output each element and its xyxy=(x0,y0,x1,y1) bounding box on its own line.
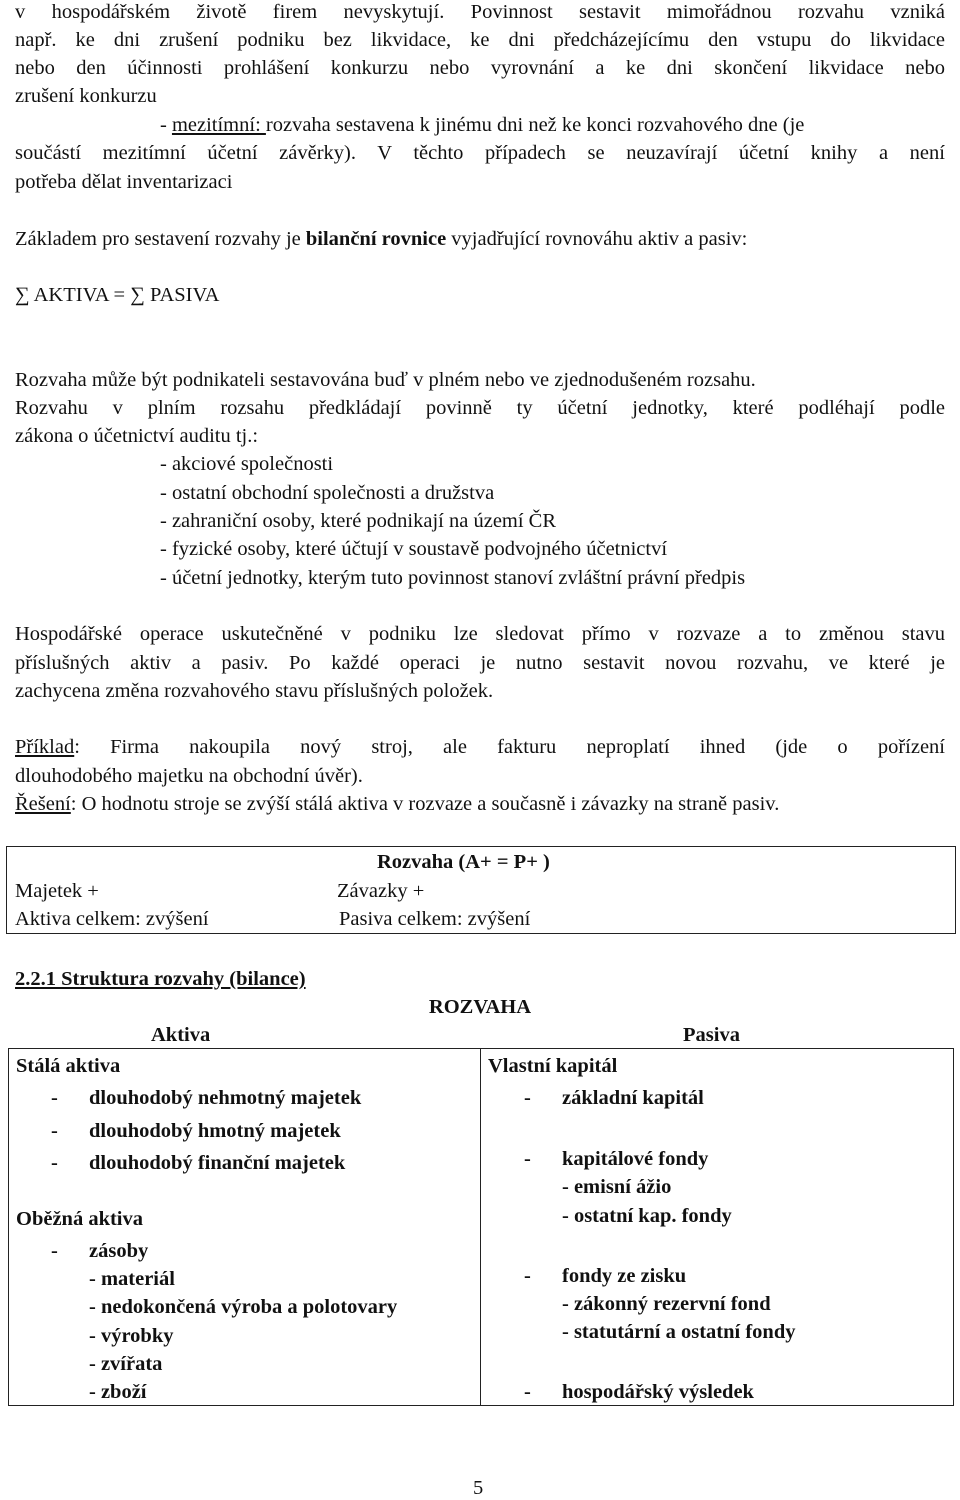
dash: - xyxy=(51,1240,58,1262)
text: hospodářský výsledek xyxy=(562,1381,754,1403)
paragraph-line: Hospodářské operace uskutečněné v podniku lze sledovat přímo v rozvaze a to změnou stavu xyxy=(15,623,945,645)
text: : O hodnotu stroje se zvýší stálá aktiva v rozvaze a současně i závazky na straně pasiv. xyxy=(70,793,780,815)
text: součástí mezitímní účetní závěrky). xyxy=(15,142,356,164)
paragraph-line: zrušení konkurzu xyxy=(15,85,157,107)
dash: - xyxy=(524,1087,531,1109)
text: základní kapitál xyxy=(562,1087,704,1109)
solution-line xyxy=(15,792,779,816)
paragraph-line: v hospodářském životě firem nevyskytují. Povinnost sestavit mimořádnou rozvahu vzniká xyxy=(15,1,945,23)
section-heading: 2.2.1 Struktura rozvahy (bilance) xyxy=(15,968,306,990)
example-table-title: Rozvaha (A+ = P+ ) xyxy=(377,851,550,873)
list-item: - účetní jednotky, kterým tuto povinnost stanoví zvláštní právní předpis xyxy=(160,567,746,589)
list-item: - výrobky xyxy=(89,1325,174,1347)
paragraph-line: Rozvahu v plním rozsahu předkládají povinně ty účetní jednotky, které podléhají podle xyxy=(15,397,945,419)
balance-title: ROZVAHA xyxy=(428,996,532,1018)
example-line xyxy=(15,735,945,759)
bilancni-rovnice: bilanční rovnice xyxy=(305,228,447,250)
list-item: - ostatní kap. fondy xyxy=(562,1205,732,1227)
dash: - xyxy=(524,1381,531,1403)
list-item: - nedokončená výroba a polotovary xyxy=(89,1296,398,1318)
page-number: 5 xyxy=(473,1477,484,1499)
balance-structure-table xyxy=(8,1048,954,1406)
paragraph-line: zachycena změna rozvahového stavu příslušných položek. xyxy=(15,680,494,702)
example-line: dlouhodobého majetku na obchodní úvěr). xyxy=(15,765,363,787)
list-item xyxy=(524,1086,704,1110)
dash: - xyxy=(524,1265,531,1287)
list-item: - akciové společnosti xyxy=(160,453,334,475)
aktiva-heading: Aktiva xyxy=(151,1024,211,1046)
example-table-cell: Aktiva celkem: zvýšení xyxy=(15,908,209,930)
solution-label: Řešení xyxy=(15,793,71,815)
paragraph-line xyxy=(15,141,945,165)
list-item: - zákonný rezervní fond xyxy=(562,1293,771,1315)
text: rozvaha sestavena k jinému dni než ke konci rozvahového dne (je xyxy=(265,114,805,136)
column-divider xyxy=(480,1049,481,1405)
dash: - xyxy=(160,114,172,136)
text: V těchto případech se neuzavírají účetní knihy a není xyxy=(355,142,945,164)
list-item: - materiál xyxy=(89,1268,175,1290)
balance-equation: ∑ AKTIVA = ∑ PASIVA xyxy=(15,284,220,306)
paragraph-line xyxy=(160,113,804,137)
list-item: - emisní ážio xyxy=(562,1176,672,1198)
text: dlouhodobý hmotný majetek xyxy=(89,1120,341,1142)
obezna-aktiva: Oběžná aktiva xyxy=(16,1208,143,1230)
dash: - xyxy=(51,1087,58,1109)
example-balance-table xyxy=(6,846,956,934)
example-label: Příklad xyxy=(15,736,75,758)
list-item xyxy=(51,1239,148,1263)
text: kapitálové fondy xyxy=(562,1148,709,1170)
list-item: - statutární a ostatní fondy xyxy=(562,1321,796,1343)
list-item: - zahraniční osoby, které podnikají na území ČR xyxy=(160,510,557,532)
basis-line xyxy=(15,227,747,251)
list-item xyxy=(524,1264,686,1288)
stala-aktiva: Stálá aktiva xyxy=(16,1055,121,1077)
text: vyjadřující rovnováhu aktiv a pasiv: xyxy=(446,228,748,250)
list-item: - fyzické osoby, které účtují v soustavě podvojného účetnictví xyxy=(160,538,668,560)
paragraph-line: zákona o účetnictví auditu tj.: xyxy=(15,425,259,447)
text: Základem pro sestavení rozvahy je xyxy=(15,228,306,250)
list-item xyxy=(51,1151,345,1175)
text: fondy ze zisku xyxy=(562,1265,687,1287)
paragraph-line: potřeba dělat inventarizaci xyxy=(15,171,233,193)
text: : Firma nakoupila nový stroj, ale fakturu neproplatí ihned (jde o pořízení xyxy=(74,736,945,758)
example-table-cell: Závazky + xyxy=(337,880,425,902)
dash: - xyxy=(524,1148,531,1170)
vlastni-kapital: Vlastní kapitál xyxy=(488,1055,618,1077)
example-table-cell: Majetek + xyxy=(15,880,99,902)
list-item xyxy=(524,1147,708,1171)
term-mezitimni: mezitímní: xyxy=(171,114,266,136)
text: zásoby xyxy=(89,1240,149,1262)
list-item: - ostatní obchodní společnosti a družstva xyxy=(160,482,495,504)
paragraph-line: např. ke dni zrušení podniku bez likvidace, ke dni předcházejícímu den vstupu do likvidace xyxy=(15,29,945,51)
paragraph-line: Rozvaha může být podnikateli sestavována buď v plném nebo ve zjednodušeném rozsahu. xyxy=(15,369,756,391)
pasiva-heading: Pasiva xyxy=(683,1024,740,1046)
text: dlouhodobý finanční majetek xyxy=(89,1152,346,1174)
dash: - xyxy=(51,1152,58,1174)
list-item xyxy=(51,1119,341,1143)
list-item: - zvířata xyxy=(89,1353,163,1375)
dash: - xyxy=(51,1120,58,1142)
list-item xyxy=(524,1380,754,1404)
text: dlouhodobý nehmotný majetek xyxy=(89,1087,362,1109)
list-item: - zboží xyxy=(89,1381,147,1403)
list-item xyxy=(51,1086,361,1110)
example-table-cell: Pasiva celkem: zvýšení xyxy=(339,908,531,930)
paragraph-line: nebo den účinnosti prohlášení konkurzu nebo vyrovnání a ke dni skončení likvidace nebo xyxy=(15,57,945,79)
paragraph-line: příslušných aktiv a pasiv. Po každé operaci je nutno sestavit novou rozvahu, ve které je xyxy=(15,652,945,674)
